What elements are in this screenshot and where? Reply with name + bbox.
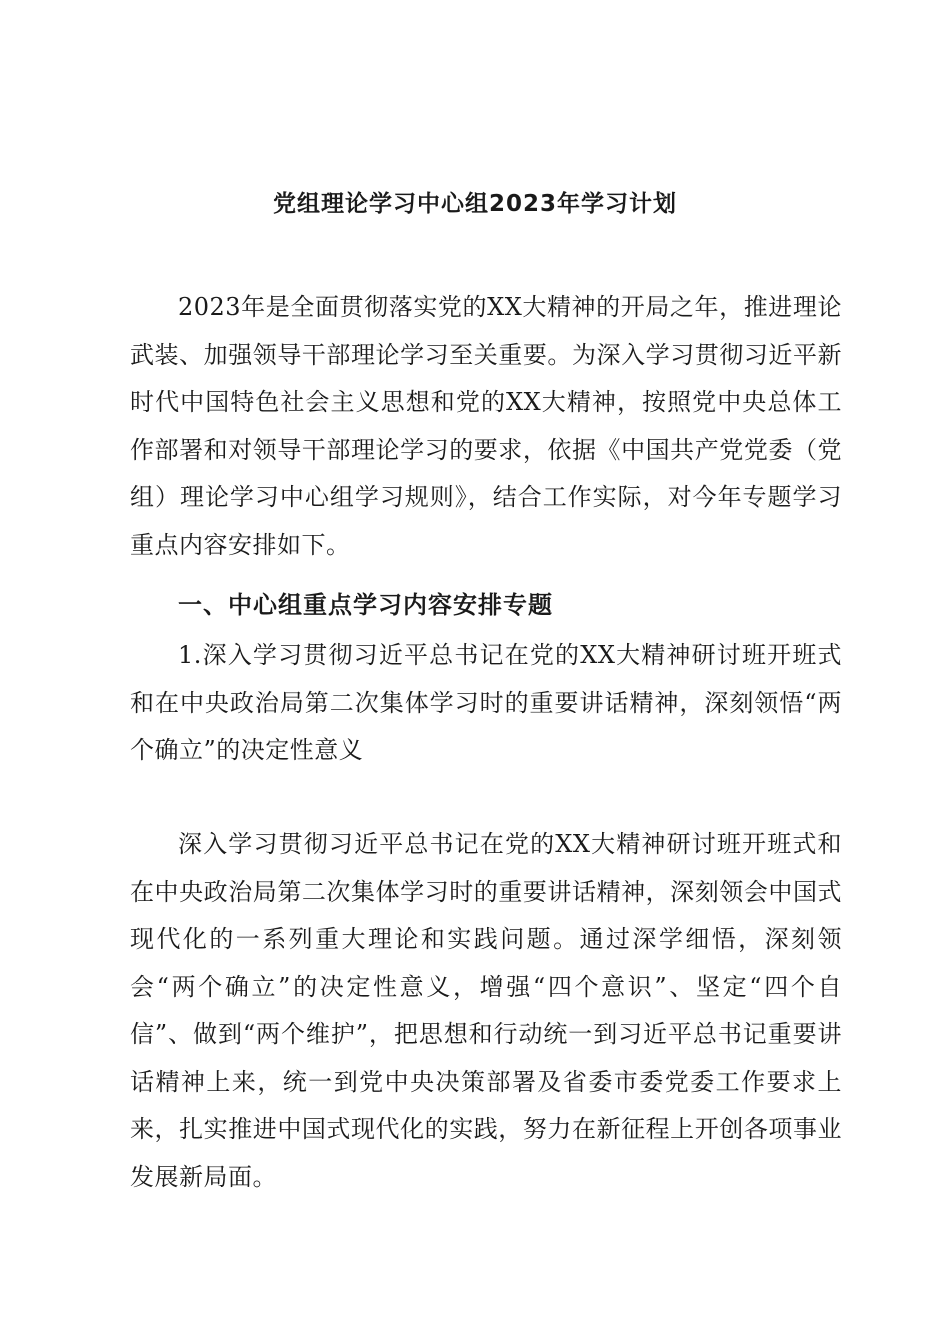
item-body-paragraph: 深入学习贯彻习近平总书记在党的XX大精神研讨班开班式和在中央政治局第二次集体学习时的重要讲话精神，深刻领会中国式现代化的一系列重大理论和实践问题。通过深学细悟，深刻领会“两个确立”的决定性意义，增强“四个意识”、坚定“四个自信”、做到“两个维护”，把思想和行动统一到习近平总书记重要讲话精神上来，统一到党中央决策部署及省委市委党委工作要求上来，扎实推进中国式现代化的实践，努力在新征程上开创各项事业发展新局面。 (130, 830, 842, 1191)
intro-paragraph: 2023年是全面贯彻落实党的XX大精神的开局之年，推进理论武装、加强领导干部理论学习至关重要。为深入学习贯彻习近平新时代中国特色社会主义思想和党的XX大精神，按照党中央总体工作部署和对领导干部理论学习的要求，依据《中国共产党党委（党组）理论学习中心组学习规则》，结合工作实际，对今年专题学习重点内容安排如下。 (130, 293, 842, 559)
document-title: 党组理论学习中心组2023年学习计划 (272, 191, 677, 217)
section-heading: 一、中心组重点学习内容安排专题 (178, 591, 553, 619)
item-title: 1.深入学习贯彻习近平总书记在党的XX大精神研讨班开班式和在中央政治局第二次集体学习时的重要讲话精神，深刻领悟“两个确立”的决定性意义 (130, 641, 842, 764)
